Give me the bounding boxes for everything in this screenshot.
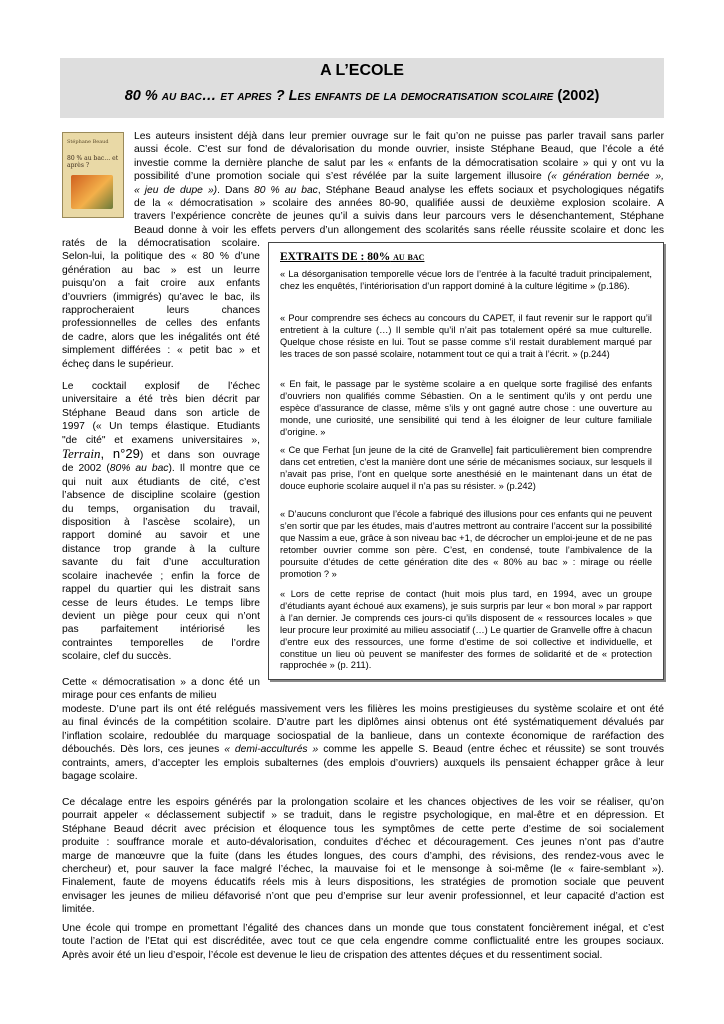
text-line: Le cocktail explosif de l’échec	[62, 381, 260, 392]
text-line: marge de manœuvre que la fuite (dans les études longues, des cours d’amphi, des révisions, des rendez-vous avec le	[62, 850, 664, 862]
text-line: rapport dominé au savoir et une	[62, 530, 260, 542]
text-line: l’inflation scolaire, redoublée du marquage sociospatial de la banlieue, dans un contexte économique de raréfaction des	[62, 730, 664, 742]
text-line: chercheur) et, pour sauver la face malgré l’échec, la mauvaise foi et le mensonge à soi-même (le « faire-semblant »).	[62, 864, 664, 876]
intro-line: investie comme la dernière planche de salut par les « enfants de la démocratisation scolaire » qui y ont vu la	[134, 157, 664, 169]
text-line: génération au bac » est un leurre	[62, 264, 260, 276]
body-paragraph-2	[62, 796, 664, 917]
intro-line: Les auteurs insistent déjà dans leur premier ouvrage sur le fait qu’on ne puisse pas parler travail sans parler	[134, 131, 664, 142]
body-paragraph-3	[62, 922, 664, 962]
book-cover-author: Stéphane Beaud	[67, 139, 109, 145]
text-line: Stéphane Beaud décrit avec précision et éloquence tous les symptômes de cette perte d’estime de soi socialement	[62, 823, 664, 835]
text-line: disposition à l’ascèse scolaire), un	[62, 517, 260, 529]
extracts-title: EXTRAITS DE : 80% au bac	[280, 251, 425, 263]
text-line: contraints, amers, d’accepter les emplois subalternes (des emplois d’ouvriers) auxquels ils pensaient échapper grâce à leur	[62, 757, 664, 769]
text-line: universitaire a été très bien décrit par	[62, 394, 260, 406]
intro-line: « jeu de dupe »). Dans 80 % au bac, Stéphane Beaud analyse les effets sociaux et psychologiques négatifs	[134, 184, 665, 196]
text-line: modeste. D’une part ils ont été relégués massivement vers les filières les moins prestigieuses du système scolaire et ont été	[62, 704, 664, 715]
text-line: de 2002 (80% au bac). Il montre que ce	[62, 463, 261, 475]
text-line: qui nuit aux étudiants de cité, c’est	[62, 476, 260, 488]
text-line: rapprocheraient leurs chances	[62, 305, 260, 317]
text-line: scolaire, clef du succès.	[62, 651, 172, 663]
subtitle-text: 80 % au bac… et apres ? Les enfants de la democratisation scolaire	[124, 88, 554, 104]
page-title: A L’ECOLE	[320, 62, 404, 79]
book-cover-title: 80 % au bac… et après ?	[67, 155, 119, 169]
text-line: "de cité" et examens universitaires »,	[62, 434, 260, 446]
text-line: professionnelles de celles des enfants	[62, 318, 260, 330]
text-line: l’absence de discipline scolaire (gestion	[62, 490, 260, 502]
text-line: savante du fait d’une acculturation	[62, 557, 260, 569]
text-line: produite : souffrance morale et auto-dévalorisation, conduites d’échec et découragement. Ces jeunes n’ont pas d’autre	[62, 837, 664, 849]
text-line: puisqu’on a fait croire aux enfants	[62, 278, 260, 290]
book-cover-image	[62, 132, 124, 218]
extract-quote-6: « Lors de cette reprise de contact (huit mois plus tard, en 1994, avec un groupe d’étudiants ayant échoué aux examens), je suis surpris par leur « bon moral » par rapport à l’an dernier. Je comprends ces jours-ci qu’ils disposent de « ressources locales » que leur procure leur proximité au milieu associatif (…) Le quartier de Granvelle offre à chacun d’entre eux des ressources, une forme d’estime de soi collective et individuelle, et constitue un lieu où peuvent se manifester des formes de solidarité et de « protection rapprochée » (p. 211).	[280, 589, 652, 671]
extracts-box	[268, 242, 664, 680]
text-line: pas parfaitement intériorisé les	[62, 624, 260, 636]
left-column-paragraph-1	[62, 237, 260, 371]
text-line: Une école qui trompe en promettant l’égalité des chances dans un monde que tous constatent foncièrement inégal, et c’est	[62, 923, 664, 934]
extract-quote-2: « Pour comprendre ses échecs au concours du CAPET, il faut revenir sur le rapport qu’il entretient à la culture (…) Il semble qu’il n’ait pas totalement opéré sa mue culturelle. Quelque chose résiste en lui. Tout se passe comme s’il restait durablement marqué par les traces de son passé scolaire, notamment tout ce qui a trait à l’écrit. » (p.244)	[280, 313, 652, 359]
left-column-paragraph-2	[62, 380, 260, 664]
text-line: de cadre, alors que les inégalités ont été	[62, 331, 260, 343]
text-line: mirage pour ces enfants de milieu	[62, 690, 217, 702]
extract-quote-5: « D’aucuns concluront que l’école a fabriqué des illusions pour ces enfants qui ne peuvent s’en sortir que par les études, mais d’autres mettront au contraire l’accent sur la possibilité que Nassim a eue, grâce à son niveau bac +1, de décrocher un emploi-jeune et de ne pas retomber ouvrier comme son père. C’est, en condensé, toute l’ambivalence de la poursuite d’études de cette génération dite des « 80% au bac » : mirage ou réelle promotion ? »	[280, 509, 652, 579]
intro-line: travers l’expérience concrète de jeunes qu’il a suivis dans leur parcours vers le désenchantement, Stéphane	[134, 211, 664, 223]
text-line: distance trop grande à la culture	[62, 543, 260, 555]
text-line: d’ouvriers (immigrés) qu’avec le bac, ils	[62, 291, 260, 303]
text-line: toute l’action de l’Etat qui est discréditée, avec tout ce que cela engendre comme conflictualité entre les groupes sociaux.	[62, 936, 664, 948]
left-column-paragraph-3	[62, 676, 260, 703]
text-line: Finalement, faute de moyens éducatifs réels mis à leurs dispositions, les stratégies de promotion sociale que peuvent	[62, 877, 664, 889]
text-line: Selon-lui, la politique des « 80 % d’une	[62, 251, 260, 263]
text-line: scolaire inachevée ; enfin la force de	[62, 570, 260, 582]
text-line: simplement différées : « petit bac » et	[62, 345, 260, 357]
intro-paragraph	[134, 130, 664, 237]
page-subtitle	[60, 88, 664, 104]
title-banner	[60, 58, 664, 118]
subtitle-year: (2002)	[557, 88, 600, 104]
text-line: Ce décalage entre les espoirs générés par la prolongation scolaire et les chances objectives de les voir se réaliser, qu’on	[62, 797, 664, 808]
extract-quote-3: « En fait, le passage par le système scolaire a en quelque sorte fragilisé des enfants d’ouvriers non qualifiés comme Sébastien. On a le sentiment qu’ils y ont perdu une espèce d’assurance de classe, même s’ils y ont gagné autre chose : une ouverture au monde, une curiosité, une sensibilité qui tend à les éloigner de leur culture familiale d’origine. »	[280, 379, 652, 437]
intro-line: Beaud donne à voir les effets pervers d’un allongement des scolarités sans réelle réussite scolaire et donc les	[134, 224, 664, 236]
body-paragraph-1	[62, 703, 664, 783]
text-line: écheç dans le supérieur.	[62, 358, 174, 370]
extract-quote-4: « Ce que Ferhat [un jeune de la cité de Granvelle] fait particulièrement bien comprendre dans cet entretien, c’est la manière dont une série de mécanismes sociaux, sur lesquels il n’avait pas prise, l’ont en quelque sorte anesthésié en le maintenant dans un état de douce euphorie scolaire auquel il n’a pas su résister. » (p.242)	[280, 445, 652, 491]
text-line: bagage scolaire.	[62, 771, 138, 783]
text-line: rappel du quartier qui les distrait sans	[62, 584, 260, 596]
text-line: Stéphane Beaud dans son article de	[62, 407, 260, 419]
text-line: Terrain, n°29) et dans son ouvrage	[62, 446, 260, 462]
text-line: pourrait appeler « déclassement subjectif » se traduit, dans le registre psychologique, en mal-être et en dépression. Et	[62, 810, 664, 822]
text-line: cesse de leurs études. Le temps libre	[62, 597, 260, 609]
text-line: 1997 (« Un temps élastique. Etudiants	[62, 421, 260, 433]
text-line: contraintes temporelles de l’ordre	[62, 637, 260, 649]
text-line: débouchés. Dès lors, ces jeunes « demi-acculturés » comme les appelle S. Beaud (entre échec et réussite) se sont trouvés	[62, 744, 665, 756]
text-line: devient un piège pour ceux qui n’ont	[62, 610, 260, 622]
text-line: au final évincés de la compétition scolaire. D’autre part les diplômes ainsi obtenus ont été systématiquement dévalués par	[62, 717, 664, 729]
text-line: Après avoir été un lieu d’espoir, l’école est devenue le lieu de crispation des attentes déçues et du ressentiment social.	[62, 949, 603, 961]
text-line: envisager les jeunes de milieu défavorisé n’ont que peu d’emprise sur leur avenir professionnel, et leur capacité d’action est	[62, 890, 664, 902]
intro-line: possibilité d’une promotion sociale qui s’est révélée par la suite largement illusoire (« génération bernée »,	[134, 171, 664, 183]
book-cover-illustration	[71, 175, 113, 209]
text-line: ratés de la démocratisation scolaire.	[62, 238, 260, 249]
intro-line: de la « démocratisation » scolaire des années 80-90, qualifiée aussi de deuxième explosion scolaire. A	[134, 198, 664, 210]
text-line: Cette « démocratisation » a donc été un	[62, 677, 260, 688]
text-line: limitée.	[62, 904, 95, 916]
extract-quote-1: « La désorganisation temporelle vécue lors de l’entrée à la faculté traduit principalement, chez les enquêtés, l’intériorisation d’un rapport dominé à la culture légitime » (p.186).	[280, 269, 652, 291]
text-line: du temps, organisation du travail,	[62, 503, 260, 515]
intro-line: aussi école. C’est sur fond de dévalorisation du monde ouvrier, insiste Stéphane Beaud, que l’école a été	[134, 144, 664, 156]
